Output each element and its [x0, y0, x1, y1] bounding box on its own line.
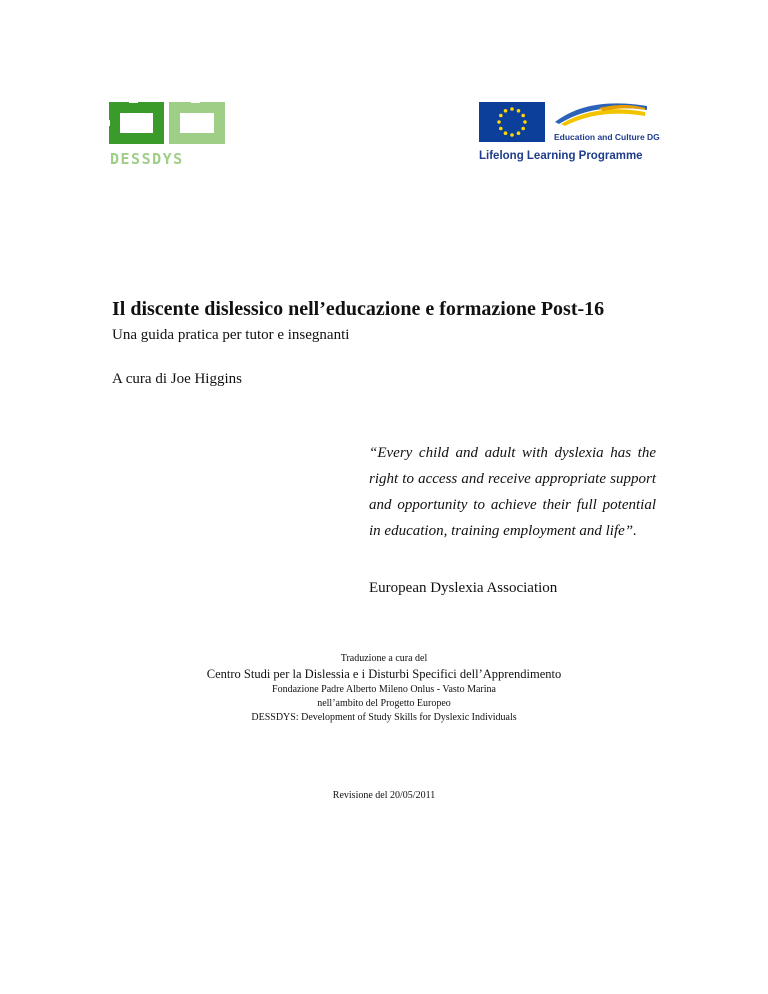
quote-source: European Dyslexia Association: [369, 580, 558, 596]
lifelong-learning-swoosh-icon: [555, 103, 647, 126]
credits-line-3: Fondazione Padre Alberto Mileno Onlus - Vasto Marina: [272, 684, 496, 695]
eu-programme-label: Lifelong Learning Programme: [479, 150, 643, 162]
document-editor: A cura di Joe Higgins: [112, 371, 242, 387]
credits-line-2: Centro Studi per la Dislessia e i Disturbi Specifici dell’Apprendimento: [206, 667, 562, 681]
quote-text: “Every child and adult with dyslexia has the right to access and receive appropriate support and opportunity to achieve their full potential in education, training employment and life”.: [369, 445, 656, 539]
credits-line-1: Traduzione a cura del: [340, 653, 428, 664]
dessdys-logo-text: DESSDYS: [110, 150, 184, 168]
document-subtitle: Una guida pratica per tutor e insegnanti: [112, 327, 350, 343]
credits-line-4: nell’ambito del Progetto Europeo: [317, 698, 451, 709]
revision-date: Revisione del 20/05/2011: [332, 790, 436, 801]
credits-line-5: DESSDYS: Development of Study Skills for Dyslexic Individuals: [251, 712, 517, 723]
eu-dg-label: Education and Culture DG: [554, 132, 660, 142]
translation-credits: [150, 652, 618, 725]
dessdys-logo: [107, 100, 229, 170]
document-title: Il discente dislessico nell’educazione e formazione Post-16: [112, 298, 605, 320]
